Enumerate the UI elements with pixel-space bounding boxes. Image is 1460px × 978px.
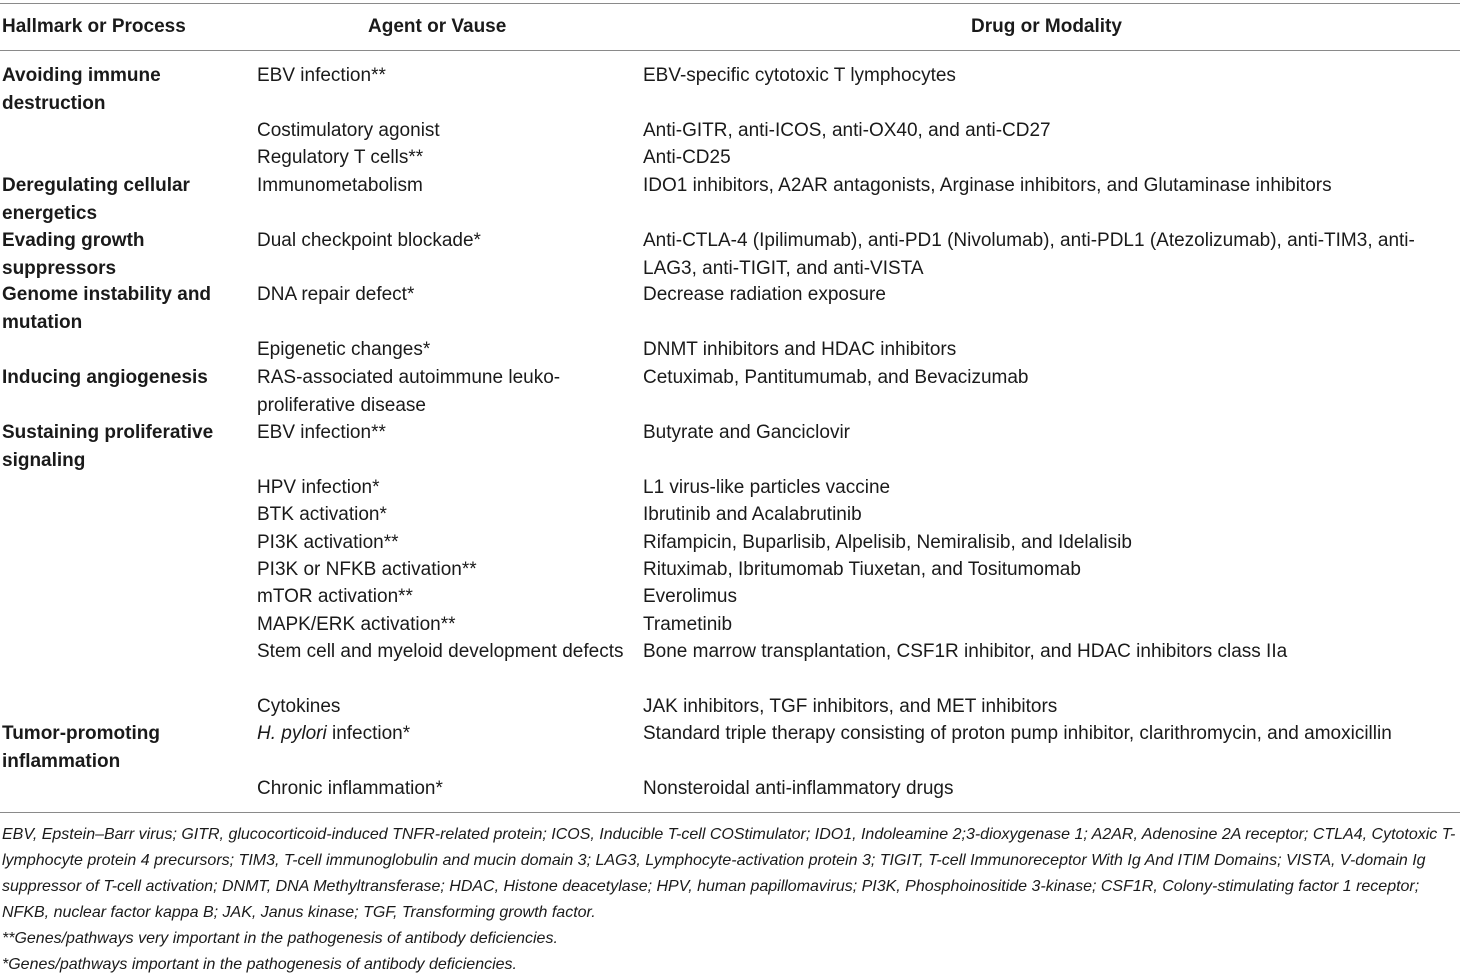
drug-cell: EBV-specific cytotoxic T lymphocytes	[643, 65, 956, 86]
hallmark-cell: Inducing angiogenesis	[2, 367, 208, 388]
header-drug: Drug or Modality	[971, 16, 1122, 37]
drug-cell: IDO1 inhibitors, A2AR antagonists, Arginase inhibitors, and Glutaminase inhibitors	[643, 175, 1332, 196]
agent-italic-text: H. pylori	[257, 723, 327, 744]
drug-cell: Bone marrow transplantation, CSF1R inhibitor, and HDAC inhibitors class IIa	[643, 641, 1288, 662]
header-hallmark: Hallmark or Process	[2, 16, 186, 37]
drug-cell: Butyrate and Ganciclovir	[643, 422, 850, 443]
agent-cell: DNA repair defect*	[257, 284, 415, 305]
footnotes	[2, 822, 1460, 978]
hallmark-cell: Evading growth suppressors	[2, 230, 145, 279]
drug-cell: Anti-GITR, anti-ICOS, anti-OX40, and anti-CD27	[643, 120, 1051, 141]
drug-cell: JAK inhibitors, TGF inhibitors, and MET inhibitors	[643, 696, 1058, 717]
agent-cell: mTOR activation**	[257, 586, 413, 607]
hallmark-cell: Sustaining proliferative signaling	[2, 422, 214, 471]
drug-cell: Rifampicin, Buparlisib, Alpelisib, Nemiralisib, and Idelalisib	[643, 532, 1132, 553]
agent-cell: Cytokines	[257, 696, 341, 717]
agent-cell: Immunometabolism	[257, 175, 423, 196]
drug-cell: Cetuximab, Pantitumumab, and Bevacizumab	[643, 367, 1029, 388]
drug-cell: L1 virus-like particles vaccine	[643, 477, 891, 498]
agent-cell: Dual checkpoint blockade*	[257, 230, 481, 251]
drug-cell: Standard triple therapy consisting of proton pump inhibitor, clarithromycin, and amoxicillin	[643, 723, 1392, 744]
drug-cell: Everolimus	[643, 586, 737, 607]
header-agent: Agent or Vause	[368, 16, 507, 37]
drug-cell: Nonsteroidal anti-inflammatory drugs	[643, 778, 954, 799]
drug-cell: DNMT inhibitors and HDAC inhibitors	[643, 339, 957, 360]
double-star-note: **Genes/pathways very important in the pathogenesis of antibody deficiencies.	[2, 930, 558, 947]
drug-cell: Decrease radiation exposure	[643, 284, 886, 305]
agent-cell: Epigenetic changes*	[257, 339, 431, 360]
hallmark-cell: Genome instability and mutation	[2, 284, 212, 333]
agent-cell: Stem cell and myeloid development defects	[257, 641, 624, 662]
drug-cell: Anti-CTLA-4 (Ipilimumab), anti-PD1 (Nivolumab), anti-PDL1 (Atezolizumab), anti-TIM3, anti-LAG3, anti-TIGIT, and anti-VISTA	[643, 230, 1415, 279]
drug-cell: Anti-CD25	[643, 147, 731, 168]
agent-cell: EBV infection**	[257, 65, 386, 86]
hallmark-cell: Avoiding immune destruction	[2, 65, 161, 114]
header-rule	[0, 50, 1460, 51]
drug-cell: Ibrutinib and Acalabrutinib	[643, 504, 862, 525]
drug-cell: Trametinib	[643, 614, 733, 635]
hallmark-cell: Tumor-promoting inflammation	[2, 723, 160, 772]
agent-cell: PI3K activation**	[257, 532, 399, 553]
agent-cell: Regulatory T cells**	[257, 147, 424, 168]
agent-cell: BTK activation*	[257, 504, 387, 525]
agent-text: infection*	[326, 723, 411, 744]
bottom-rule	[0, 812, 1460, 813]
agent-cell	[257, 720, 627, 748]
drug-cell: Rituximab, Ibritumomab Tiuxetan, and Tositumomab	[643, 559, 1081, 580]
single-star-note: *Genes/pathways important in the pathogenesis of antibody deficiencies.	[2, 956, 517, 973]
agent-cell: PI3K or NFKB activation**	[257, 559, 477, 580]
agent-cell: Costimulatory agonist	[257, 120, 440, 141]
agent-cell: RAS-associated autoimmune leuko-proliferative disease	[257, 367, 561, 416]
top-rule	[0, 3, 1460, 4]
hallmark-cell: Deregulating cellular energetics	[2, 175, 190, 224]
agent-cell: EBV infection**	[257, 422, 386, 443]
agent-cell: HPV infection*	[257, 477, 380, 498]
abbreviations-note: EBV, Epstein–Barr virus; GITR, glucocorticoid-induced TNFR-related protein; ICOS, Inducible T-cell COStimulator; IDO1, Indoleamine 2;3-dioxygenase 1; A2AR, Adenosine 2A receptor; CTLA4, Cytotoxic T-lymphocyte protein 4 precursors; TIM3, T-cell immunoglobulin and mucin domain 3; LAG3, Lymphocyte-activation protein 3; TIGIT, T-cell Immunoreceptor With Ig And ITIM Domains; VISTA, V-domain Ig suppressor of T-cell activation; DNMT, DNA Methyltransferase; HDAC, Histone deacetylase; HPV, human papillomavirus; PI3K, Phosphoinositide 3-kinase; CSF1R, Colony-stimulating factor 1 receptor; NFKB, nuclear factor kappa B; JAK, Janus kinase; TGF, Transforming growth factor.	[2, 826, 1456, 921]
agent-cell: Chronic inflammation*	[257, 778, 443, 799]
agent-cell: MAPK/ERK activation**	[257, 614, 456, 635]
